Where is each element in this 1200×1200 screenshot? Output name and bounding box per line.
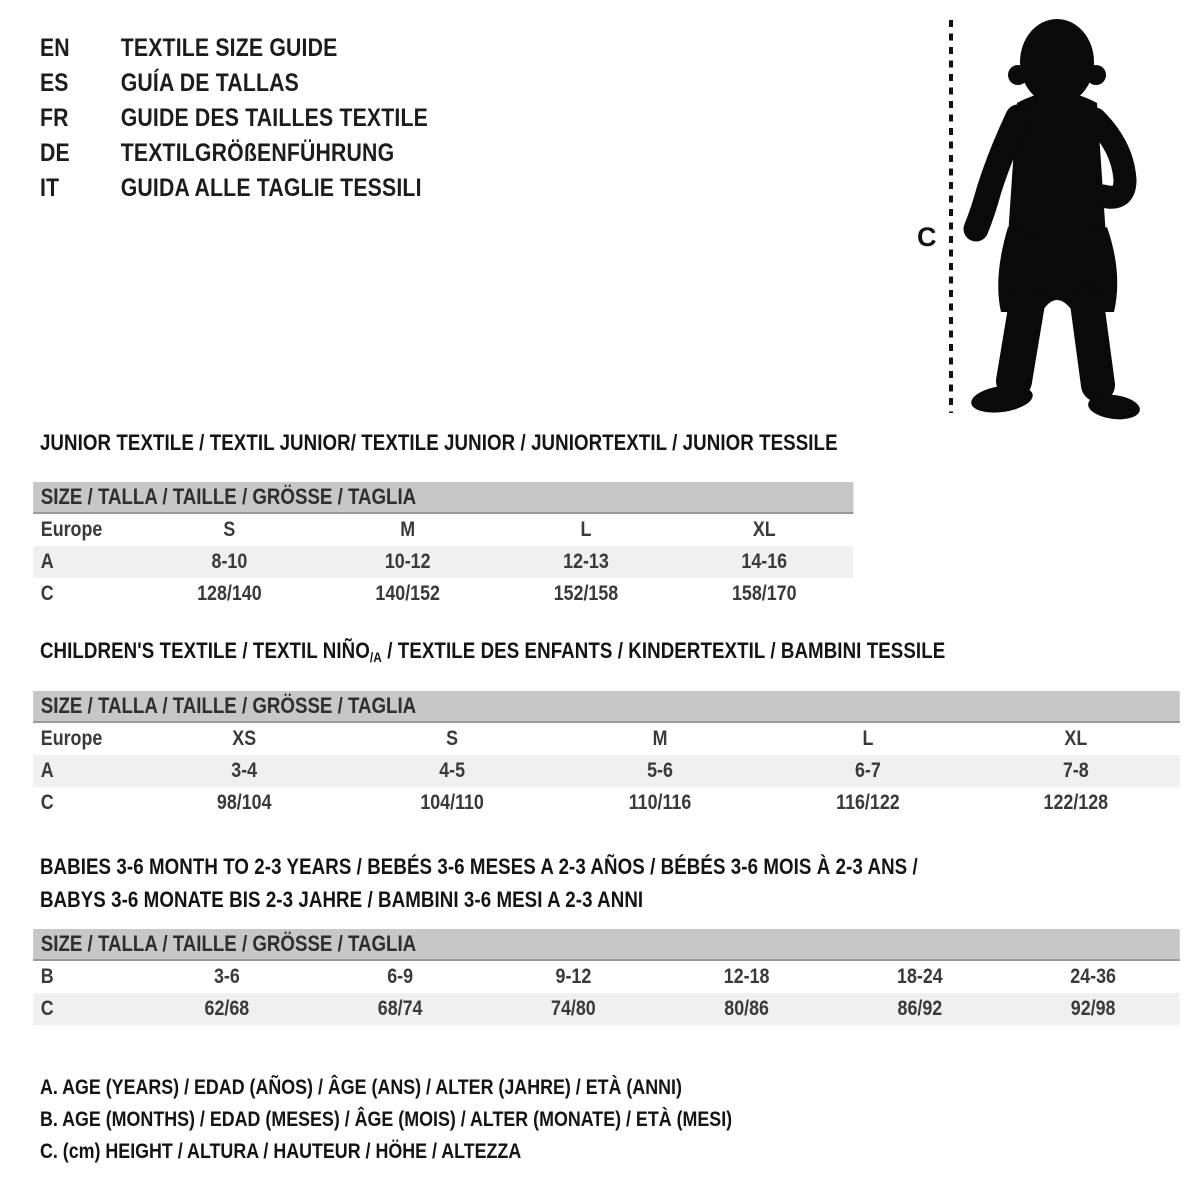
language-label: GUIDA ALLE TAGLIE TESSILI — [120, 174, 422, 202]
language-label: GUIDE DES TAILLES TEXTILE — [120, 104, 428, 132]
table-row-height — [33, 787, 1180, 819]
size-bar-label: SIZE / TALLA / TAILLE / GRÖSSE / TAGLIA — [33, 482, 853, 514]
value-cell: 152/158 — [553, 582, 619, 605]
baby-figure — [890, 5, 1160, 425]
header-cell-size: S — [446, 727, 459, 750]
value-cell: 122/128 — [1043, 791, 1109, 814]
header-cell-size: XL — [1064, 727, 1088, 750]
value-cell: 7-8 — [1062, 759, 1089, 782]
value-cell: 6-9 — [387, 965, 414, 988]
value-cell: 3-6 — [213, 965, 240, 988]
value-cell: 10-12 — [384, 550, 431, 573]
babies-title-line1: BABIES 3-6 MONTH TO 2-3 YEARS / BEBÉS 3-6 MESES A 2-3 AÑOS / BÉBÉS 3-6 MOIS À 2-3 ANS / — [39, 854, 918, 879]
language-code: IT — [39, 174, 60, 202]
value-cell: 98/104 — [216, 791, 272, 814]
row-label: A — [40, 759, 54, 782]
value-cell: 68/74 — [377, 997, 423, 1020]
value-cell: 14-16 — [741, 550, 788, 573]
value-cell: 24-36 — [1070, 965, 1116, 988]
junior-section-title: JUNIOR TEXTILE / TEXTIL JUNIOR/ TEXTILE JUNIOR / JUNIORTEXTIL / JUNIOR TESSILE — [39, 430, 838, 455]
language-label: TEXTILE SIZE GUIDE — [120, 34, 338, 62]
table-row-age-months — [33, 961, 1180, 993]
row-label: C — [40, 997, 54, 1020]
row-label: B — [40, 965, 54, 988]
size-bar-label: SIZE / TALLA / TAILLE / GRÖSSE / TAGLIA — [33, 691, 1180, 723]
children-size-table — [33, 691, 1180, 819]
footnote-a: A. AGE (YEARS) / EDAD (AÑOS) / ÂGE (ANS) / ALTER (JAHRE) / ETÀ (ANNI) — [39, 1076, 682, 1099]
footnote-b: B. AGE (MONTHS) / EDAD (MESES) / ÂGE (MOIS) / ALTER (MONATE) / ETÀ (MESI) — [39, 1108, 733, 1131]
language-label: TEXTILGRÖßENFÜHRUNG — [120, 139, 395, 167]
header-cell-size: M — [400, 518, 416, 541]
value-cell: 6-7 — [855, 759, 881, 782]
value-cell: 86/92 — [897, 997, 943, 1020]
children-title-subscript: /A — [369, 649, 382, 665]
value-cell: 62/68 — [204, 997, 250, 1020]
babies-size-table — [33, 929, 1180, 1025]
header-cell-size: L — [580, 518, 592, 541]
row-label: C — [40, 582, 54, 605]
header-cell-region: Europe — [40, 518, 103, 541]
language-code: FR — [39, 104, 69, 132]
row-label: C — [40, 791, 54, 814]
table-row-age — [33, 755, 1180, 787]
header-cell-size: L — [862, 727, 874, 750]
table-header-row — [33, 514, 853, 546]
table-row-height — [33, 578, 853, 610]
table-row-height — [33, 993, 1180, 1025]
header-cell-size: XS — [232, 727, 257, 750]
language-code: EN — [39, 34, 70, 62]
value-cell: 5-6 — [647, 759, 673, 782]
value-cell: 104/110 — [420, 791, 484, 814]
value-cell: 12-18 — [723, 965, 770, 988]
value-cell: 116/122 — [836, 791, 900, 814]
children-title-text: CHILDREN'S TEXTILE / TEXTIL NIÑO — [39, 638, 370, 663]
header-cell-region: Europe — [40, 727, 103, 750]
children-section-title — [40, 639, 1200, 665]
table-row-age — [33, 546, 853, 578]
value-cell: 92/98 — [1070, 997, 1116, 1020]
value-cell: 4-5 — [439, 759, 466, 782]
value-cell: 128/140 — [197, 582, 262, 605]
header-cell-size: XL — [752, 518, 776, 541]
language-code: ES — [39, 69, 69, 97]
value-cell: 8-10 — [211, 550, 248, 573]
value-cell: 80/86 — [724, 997, 769, 1020]
header-cell-size: S — [223, 518, 236, 541]
footnote-c: C. (cm) HEIGHT / ALTURA / HAUTEUR / HÖHE / ALTEZZA — [39, 1140, 522, 1163]
measure-label-c: C — [917, 222, 937, 252]
language-label: GUÍA DE TALLAS — [120, 69, 299, 97]
size-bar-label: SIZE / TALLA / TAILLE / GRÖSSE / TAGLIA — [33, 929, 1180, 961]
value-cell: 18-24 — [897, 965, 943, 988]
value-cell: 110/116 — [628, 791, 692, 814]
value-cell: 12-13 — [563, 550, 609, 573]
row-label: A — [40, 550, 54, 573]
language-code: DE — [39, 139, 70, 167]
value-cell: 158/170 — [731, 582, 797, 605]
table-header-row — [33, 723, 1180, 755]
value-cell: 3-4 — [231, 759, 258, 782]
legend — [40, 1072, 1200, 1168]
header-cell-size: M — [652, 727, 668, 750]
value-cell: 74/80 — [551, 997, 596, 1020]
babies-title-line2: BABYS 3-6 MONATE BIS 2-3 JAHRE / BAMBINI 3-6 MESI A 2-3 ANNI — [39, 887, 644, 912]
junior-size-table — [33, 482, 853, 610]
value-cell: 140/152 — [375, 582, 440, 605]
babies-section-title — [40, 850, 1200, 916]
value-cell: 9-12 — [555, 965, 592, 988]
baby-silhouette-icon — [969, 19, 1141, 422]
children-title-text: / TEXTILE DES ENFANTS / KINDERTEXTIL / BAMBINI TESSILE — [381, 638, 946, 663]
